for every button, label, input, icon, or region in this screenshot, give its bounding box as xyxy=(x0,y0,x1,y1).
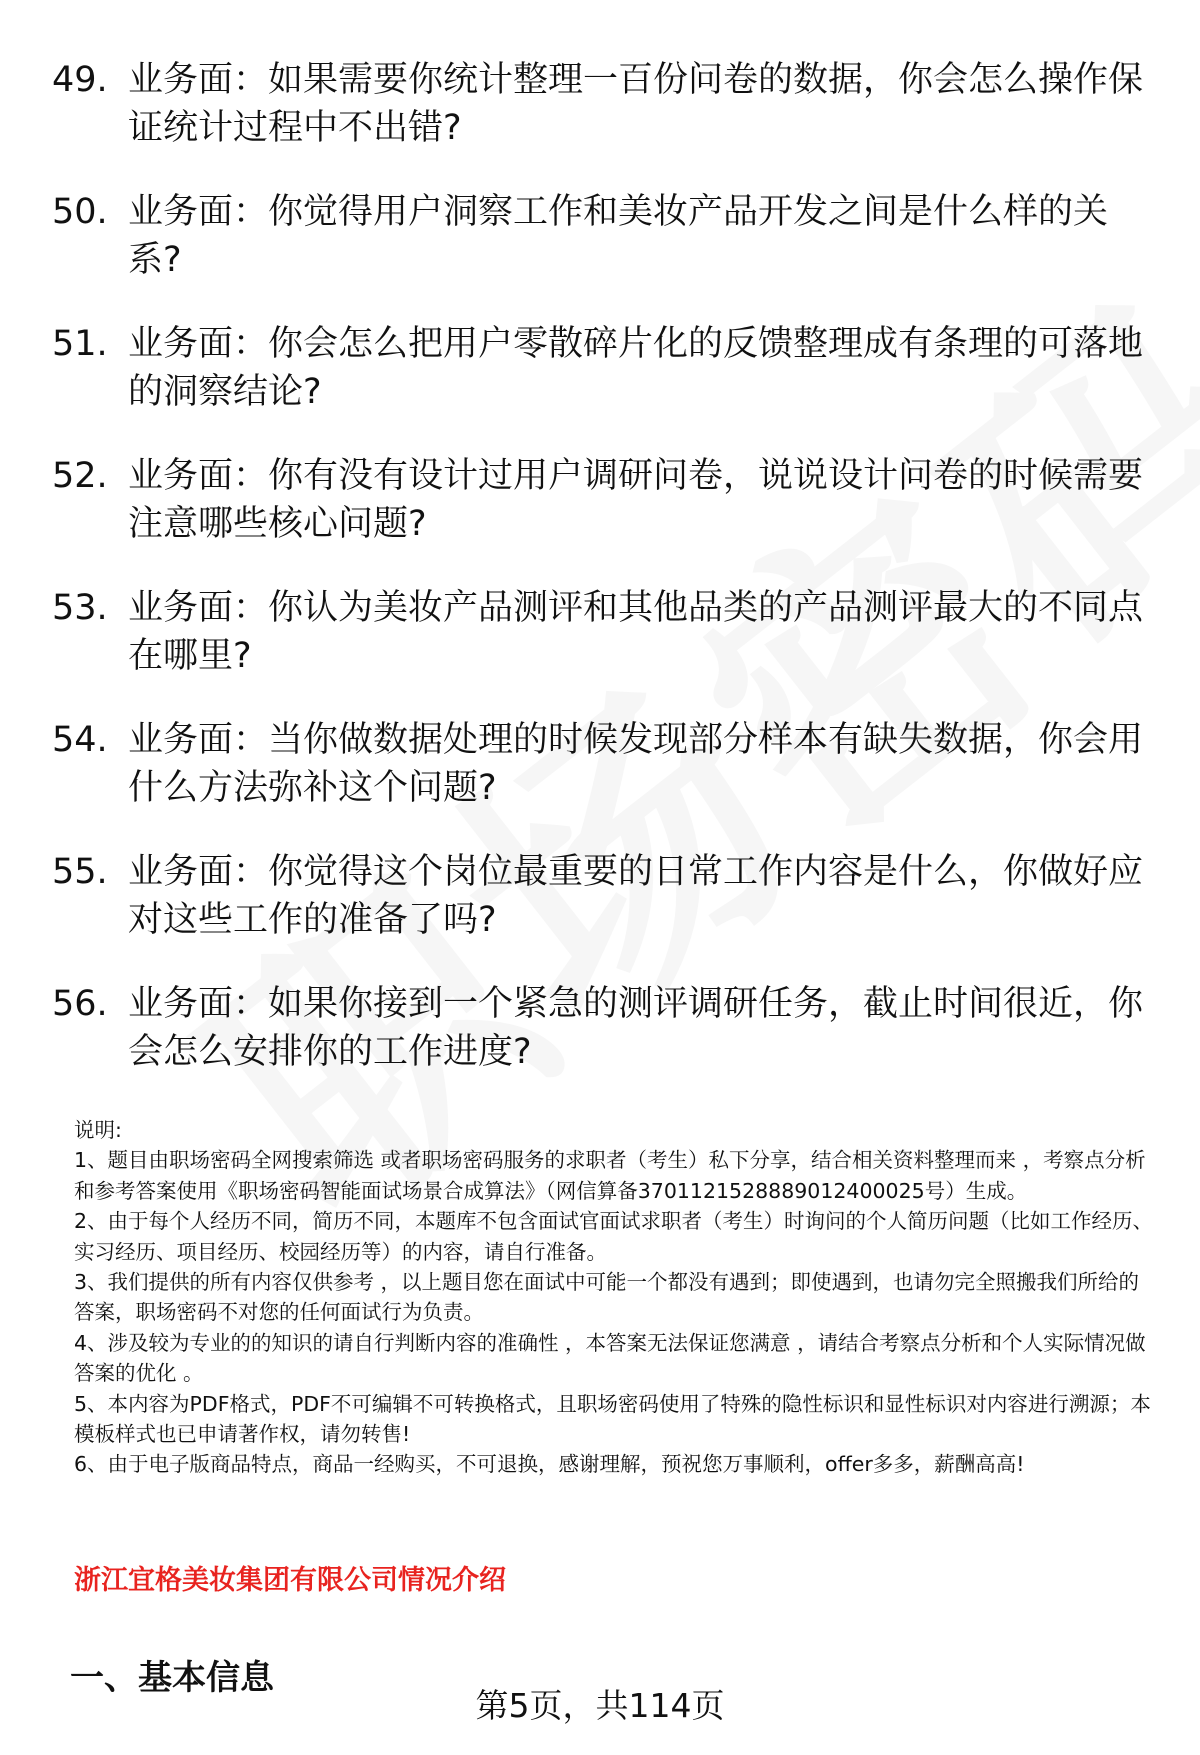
section-title: 一、基本信息 xyxy=(70,1658,274,1698)
question-text: 业务面：你觉得用户洞察工作和美妆产品开发之间是什么样的关系? xyxy=(128,192,1109,280)
question-text: 业务面：如果需要你统计整理一百份问卷的数据，你会怎么操作保证统计过程中不出错? xyxy=(128,60,1144,148)
note-item: 1、题目由职场密码全网搜索筛选 或者职场密码服务的求职者（考生）私下分享，结合相关资料整理而来 ，考察点分析和参考答案使用《职场密码智能面试场景合成算法》（网信算备3701121528889012400025号）生成。 xyxy=(74,1148,1146,1203)
question-text: 业务面：你会怎么把用户零散碎片化的反馈整理成有条理的可落地的洞察结论? xyxy=(128,324,1144,412)
question-item xyxy=(52,980,1152,1076)
question-text: 业务面：你有没有设计过用户调研问卷，说说设计问卷的时候需要注意哪些核心问题? xyxy=(128,456,1144,544)
question-number: 50. xyxy=(52,192,108,232)
note-item: 5、本内容为PDF格式，PDF不可编辑不可转换格式，且职场密码使用了特殊的隐性标识和显性标识对内容进行溯源；本模板样式也已申请著作权，请勿转售! xyxy=(74,1391,1151,1447)
note-item: 6、由于电子版商品特点，商品一经购买，不可退换，感谢理解，预祝您万事顺利，offer多多，薪酬高高! xyxy=(74,1452,1025,1477)
question-item xyxy=(52,320,1152,416)
question-item xyxy=(52,56,1152,152)
question-text: 业务面：你觉得这个岗位最重要的日常工作内容是什么，你做好应对这些工作的准备了吗? xyxy=(128,852,1144,940)
question-item xyxy=(52,848,1152,944)
question-number: 53. xyxy=(52,588,108,628)
company-title: 浙江宜格美妆集团有限公司情况介绍 xyxy=(74,1565,506,1596)
question-number: 56. xyxy=(52,984,108,1024)
question-text: 业务面：如果你接到一个紧急的测评调研任务，截止时间很近，你会怎么安排你的工作进度? xyxy=(128,984,1144,1072)
question-list xyxy=(52,56,1152,1112)
question-text: 业务面：你认为美妆产品测评和其他品类的产品测评最大的不同点在哪里? xyxy=(128,588,1144,676)
notes-heading: 说明: xyxy=(74,1118,122,1142)
question-item xyxy=(52,452,1152,548)
page-indicator: 第5页，共114页 xyxy=(475,1686,725,1725)
note-item: 4、涉及较为专业的的知识的请自行判断内容的准确性 ，本答案无法保证您满意 ，请结合考察点分析和个人实际情况做答案的优化 。 xyxy=(74,1330,1146,1386)
question-number: 49. xyxy=(52,60,108,100)
notes-section xyxy=(74,1115,1154,1480)
question-item xyxy=(52,188,1152,284)
question-item xyxy=(52,716,1152,812)
question-text: 业务面：当你做数据处理的时候发现部分样本有缺失数据，你会用什么方法弥补这个问题? xyxy=(128,720,1144,808)
question-item xyxy=(52,584,1152,680)
note-item: 3、我们提供的所有内容仅供参考 ，以上题目您在面试中可能一个都没有遇到；即使遇到，也请勿完全照搬我们所给的答案，职场密码不对您的任何面试行为负责。 xyxy=(74,1270,1140,1325)
question-number: 52. xyxy=(52,456,108,496)
question-number: 54. xyxy=(52,720,108,760)
question-number: 55. xyxy=(52,852,108,892)
question-number: 51. xyxy=(52,324,108,364)
note-item: 2、由于每个人经历不同，简历不同，本题库不包含面试官面试求职者（考生）时询问的个人简历问题（比如工作经历、实习经历、项目经历、校园经历等）的内容，请自行准备。 xyxy=(74,1209,1154,1264)
